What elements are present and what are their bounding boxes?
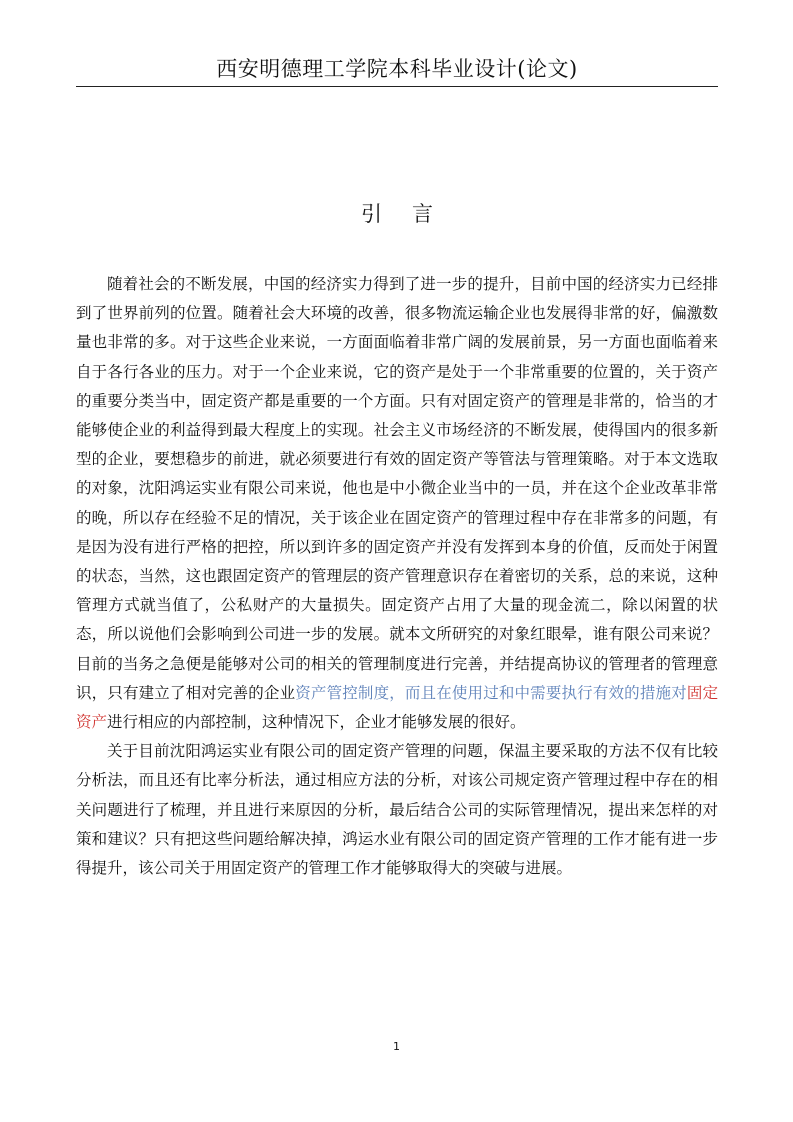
page-header-title: 西安明德理工学院本科毕业设计(论文) [216,57,578,81]
paragraph-1-blue-highlight: 资产管控制度，而且在使用过和中需要执行有效的措施对 [295,683,687,702]
paragraph-1-text: 随着社会的不断发展，中国的经济实力得到了进一步的提升，目前中国的经济实力已经排到了世界前列的位置。随着社会大环境的改善，很多物流运输企业也发展得非常的好，偏激数量也非常的多。对于这些企业来说，一方面面临着非常广阔的发展前景，另一方面也面临着来自于各行各业的压力。对于一个企业来说，它的资产是处于一个非常重要的位置的，关于资产的重要分类当中，固定资产都是重要的一个方面。只有对固定资产的管理是非常的，恰当的才能够使企业的利益得到最大程度上的实现。社会主义市场经济的不断发展，使得国内的很多新型的企业，要想稳步的前进，就必须要进行有效的固定资产等管法与管理策略。对于本文选取的对象，沈阳鸿运实业有限公司来说，他也是中小微企业当中的一员，并在这个企业改革非常的晚，所以存在经验不足的情况，关于该企业在固定资产的管理过程中存在非常多的问题，有是因为没有进行严格的把控，所以到许多的固定资产并没有发挥到本身的价值，反而处于闲置的状态，当然，这也跟固定资产的管理层的资产管理意识存在着密切的关系，总的来说，这种管理方式就当值了，公私财产的大量损失。固定资产占用了大量的现金流二，除以闲置的状态，所以说他们会影响到公司进一步的发展。就本文所研究的对象红眼晕，谁有限公司来说？目前的当务之急便是能够对公司的相关的管理制度进行完善，并结提高协议的管理者的管理意识，只有建立了相对完善的企业 [76,275,718,702]
paragraph-1-red-highlight: 固定资产 [76,683,718,732]
section-title [76,198,718,230]
section-title-char-2: 言 [412,202,433,226]
body-text [76,270,718,883]
section-title-char-1: 引 [361,202,382,226]
paragraph-2: 关于目前沈阳鸿运实业有限公司的固定资产管理的问题，保温主要采取的方法不仅有比较分析法，而且还有比率分析法，通过相应方法的分析，对该公司规定资产管理过程中存在的相关问题进行了梳理，并且进行来原因的分析，最后结合公司的实际管理情况，提出来怎样的对策和建议？只有把这些问题给解决掉，鸿运水业有限公司的固定资产管理的工作才能有进一步得提升，该公司关于用固定资产的管理工作才能够取得大的突破与进展。 [76,742,718,878]
paragraph-1 [76,270,718,737]
paragraph-1-text-end: 进行相应的内部控制，这种情况下，企业才能够发展的很好。 [107,713,526,732]
page-number: 1 [393,1040,400,1053]
header-divider [76,86,718,87]
